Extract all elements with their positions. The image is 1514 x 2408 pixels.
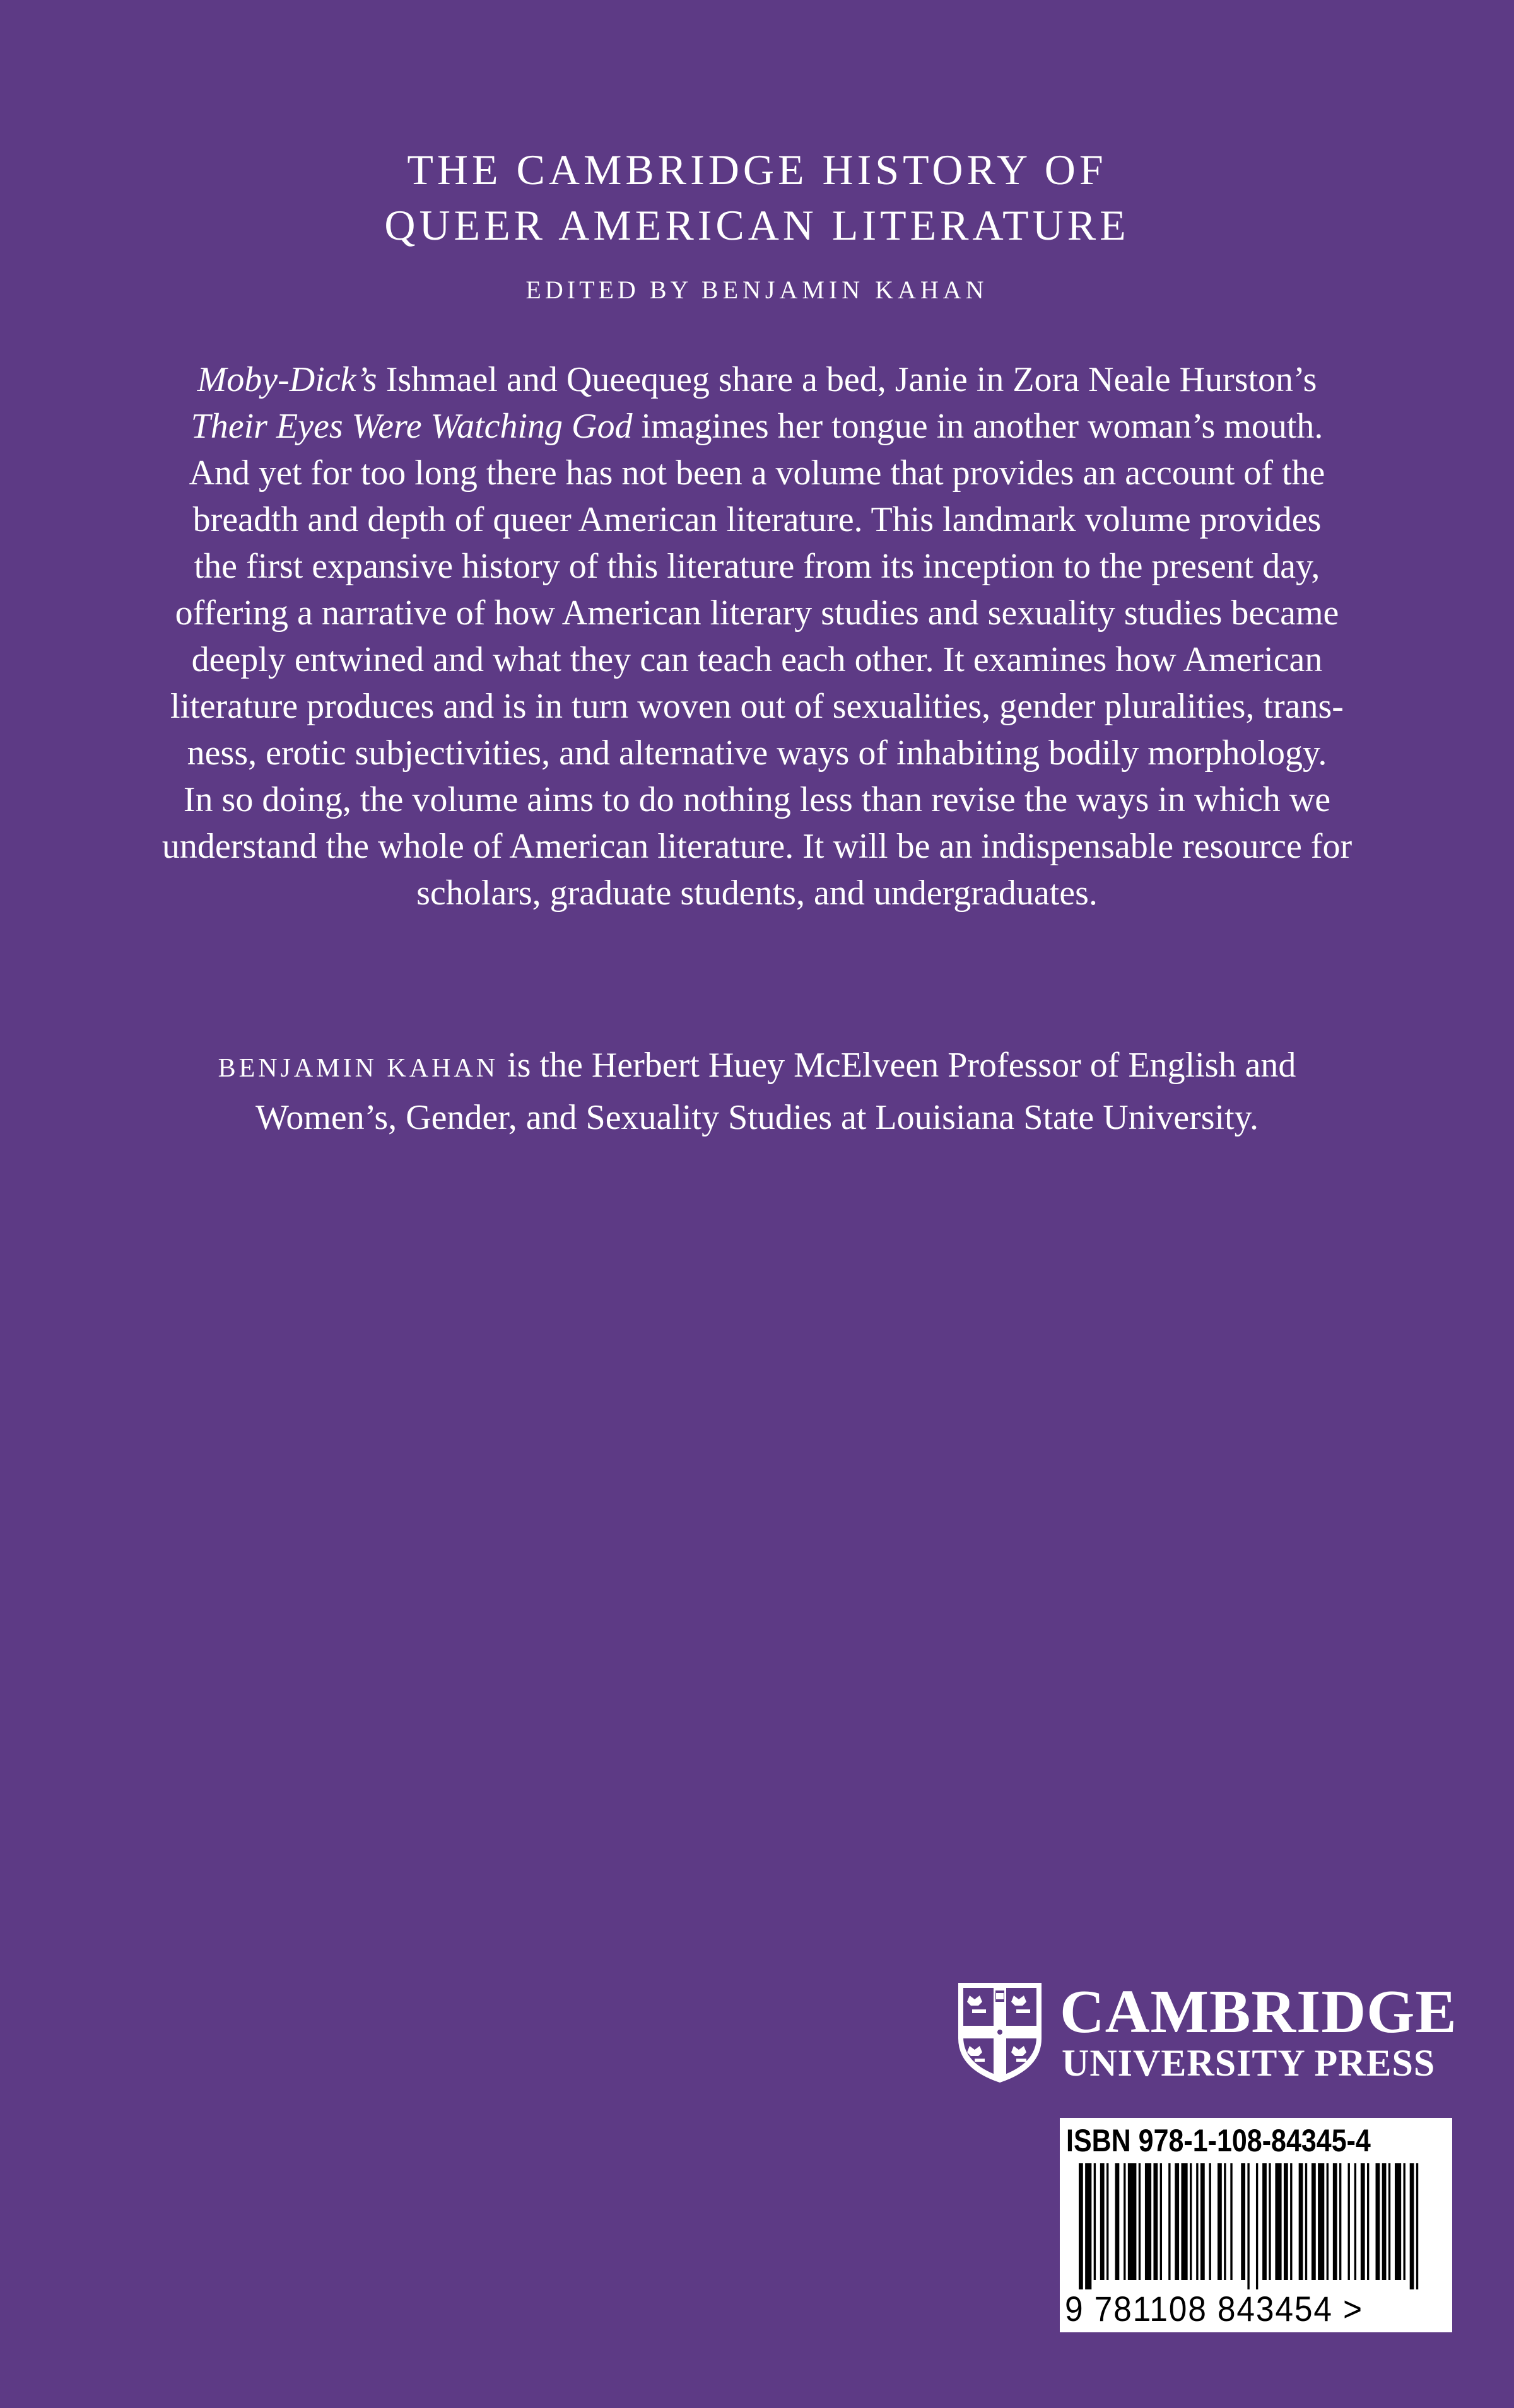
description-line	[0, 356, 1514, 403]
barcode-bar	[1305, 2163, 1307, 2280]
barcode-bar	[1376, 2163, 1380, 2280]
barcode-bar	[1094, 2163, 1096, 2280]
barcode-bar	[1367, 2163, 1369, 2280]
description-line: offering a narrative of how American literary studies and sexuality studies became	[175, 593, 1339, 633]
barcode-bar	[1106, 2163, 1108, 2280]
barcode-bar	[1333, 2163, 1337, 2280]
barcode-bar	[1284, 2163, 1288, 2280]
barcode-bar	[1139, 2163, 1141, 2280]
barcode-bar	[1388, 2163, 1390, 2280]
barcode-bar	[1168, 2163, 1170, 2280]
barcode-bar	[1410, 2163, 1414, 2289]
barcode-bar	[1241, 2163, 1245, 2280]
description-line	[0, 403, 1514, 450]
barcode-bar	[1230, 2163, 1232, 2280]
barcode-bar	[1145, 2163, 1151, 2280]
description-line: literature produces and is in turn woven out of sexualities, gender pluralities, trans-	[170, 687, 1344, 726]
title-line-2: QUEER AMERICAN LITERATURE	[384, 201, 1130, 249]
barcode-bar	[1153, 2163, 1158, 2280]
barcode-bar	[1115, 2163, 1120, 2280]
barcode-bar	[1196, 2163, 1198, 2280]
description-line: And yet for too long there has not been a volume that provides an account of the	[189, 453, 1325, 493]
barcode-bars	[1079, 2163, 1423, 2289]
barcode-bar	[1275, 2163, 1281, 2280]
isbn-barcode	[1060, 2118, 1452, 2332]
barcode-bar	[1209, 2163, 1211, 2280]
barcode-bar	[1416, 2163, 1418, 2289]
description-line: deeply entwined and what they can teach each other. It examines how American	[191, 640, 1323, 679]
description-text: imagines her tongue in another woman’s mouth.	[632, 407, 1323, 446]
barcode-bar	[1354, 2163, 1356, 2280]
bio-name: BENJAMIN KAHAN	[218, 1054, 499, 1083]
barcode-bar	[1339, 2163, 1341, 2280]
barcode-bar	[1382, 2163, 1387, 2280]
barcode-bar	[1160, 2163, 1162, 2280]
publisher-name-line-2: UNIVERSITY PRESS	[1062, 2042, 1436, 2084]
barcode-bar	[1361, 2163, 1365, 2280]
barcode-bar	[1124, 2163, 1125, 2280]
description-line: the first expansive history of this literature from its inception to the present day,	[194, 547, 1320, 586]
title-line-1: THE CAMBRIDGE HISTORY OF	[407, 146, 1107, 194]
barcode-bar	[1404, 2163, 1405, 2280]
barcode-bar	[1327, 2163, 1329, 2280]
editor-name: BENJAMIN KAHAN	[701, 276, 989, 304]
barcode-bar	[1312, 2163, 1316, 2280]
editor-prefix: EDITED BY	[525, 276, 691, 304]
barcode-bar	[1269, 2163, 1270, 2280]
barcode-bar	[1100, 2163, 1105, 2280]
publisher-name-line-1: CAMBRIDGE	[1060, 1978, 1457, 2046]
barcode-bar	[1224, 2163, 1226, 2280]
barcode-bar	[1256, 2163, 1258, 2289]
description-text: Ishmael and Queequeg share a bed, Janie in Zora Neale Hurston’s	[377, 360, 1317, 399]
cambridge-shield-icon	[956, 1980, 1044, 2084]
description-line: ness, erotic subjectivities, and alternative ways of inhabiting bodily morphology.	[187, 734, 1327, 773]
italic-title-their-eyes: Their Eyes Were Watching God	[191, 407, 633, 446]
book-title	[0, 142, 1514, 253]
bio-line-1	[0, 1041, 1514, 1093]
barcode-bar	[1299, 2163, 1303, 2280]
description-line: understand the whole of American literature. It will be an indispensable resource for	[161, 827, 1353, 866]
book-description	[0, 356, 1514, 916]
barcode-bar	[1348, 2163, 1350, 2280]
barcode-bar	[1175, 2163, 1179, 2280]
description-line: scholars, graduate students, and undergraduates.	[416, 874, 1098, 913]
isbn-label: ISBN 978-1-108-84345-4	[1066, 2123, 1371, 2158]
barcode-bar	[1290, 2163, 1292, 2280]
barcode-bar	[1247, 2163, 1249, 2289]
barcode-bar	[1262, 2163, 1267, 2280]
barcode-bar	[1200, 2163, 1205, 2280]
barcode-bar	[1181, 2163, 1187, 2280]
editor-credit	[0, 272, 1514, 308]
editor-bio	[0, 1041, 1514, 1142]
barcode-bar	[1395, 2163, 1401, 2280]
bio-text: is the Herbert Huey McElveen Professor of English and	[498, 1046, 1296, 1085]
barcode-bar	[1079, 2163, 1083, 2289]
italic-title-moby-dick: Moby-Dick’s	[197, 360, 377, 399]
barcode-bar	[1218, 2163, 1222, 2280]
barcode-digits: 9 781108 843454 >	[1065, 2289, 1363, 2329]
description-line: In so doing, the volume aims to do nothing less than revise the ways in which we	[183, 780, 1331, 819]
barcode-bar	[1128, 2163, 1137, 2280]
barcode-bar	[1085, 2163, 1091, 2289]
barcode-bar	[1190, 2163, 1192, 2280]
description-line: breadth and depth of queer American literature. This landmark volume provides	[192, 500, 1322, 539]
bio-line-2: Women’s, Gender, and Sexuality Studies at Louisiana State University.	[255, 1098, 1259, 1137]
publisher-logo	[956, 1978, 1457, 2084]
barcode-bar	[1318, 2163, 1324, 2280]
